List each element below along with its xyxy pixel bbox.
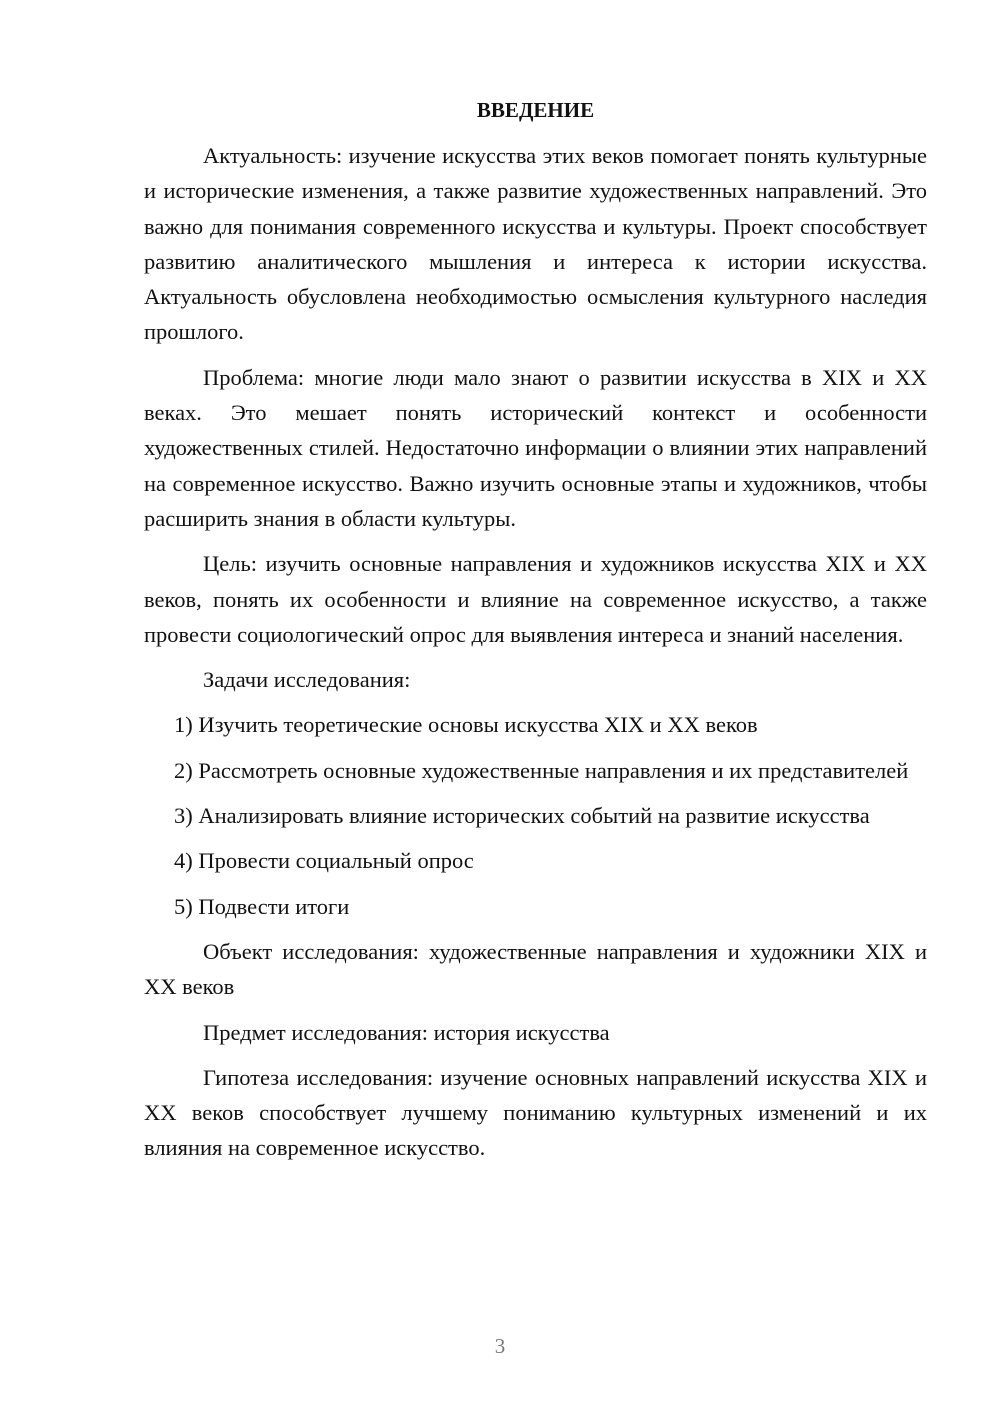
relevance-paragraph: Актуальность: изучение искусства этих веков помогает понять культурные и исторические изменения, а также развитие художественных направлений. Это важно для понимания современного искусства и культуры. Проект способствует развитию аналитического мышления и интереса к истории искусства. Актуальность обусловлена необходимостью осмысления культурного наследия прошлого.: [144, 143, 927, 345]
page-number: 3: [494, 1334, 506, 1358]
task-item: 4) Провести социальный опрос: [174, 848, 474, 874]
task-item: 1) Изучить теоретические основы искусства XIX и XX веков: [174, 712, 758, 738]
problem-paragraph: Проблема: многие люди мало знают о развитии искусства в XIX и XX веках. Это мешает понять исторический контекст и особенности художественных стилей. Недостаточно информации о влиянии этих направлений на современное искусство. Важно изучить основные этапы и художников, чтобы расширить знания в области культуры.: [144, 364, 927, 531]
hypothesis-paragraph: Гипотеза исследования: изучение основных направлений искусства XIX и XX веков способствует лучшему пониманию культурных изменений и их влияния на современное искусство.: [144, 1064, 927, 1161]
subject-paragraph: Предмет исследования: история искусства: [203, 1019, 610, 1045]
goal-paragraph: Цель: изучить основные направления и художников искусства XIX и XX веков, понять их особенности и влияние на современное искусство, а также провести социологический опрос для выявления интереса и знаний населения.: [144, 551, 927, 647]
section-title: ВВЕДЕНИЕ: [476, 98, 595, 122]
tasks-heading: Задачи исследования:: [203, 667, 411, 693]
object-paragraph: Объект исследования: художественные направления и художники XIX и XX веков: [144, 938, 927, 1000]
task-item: 2) Рассмотреть основные художественные направления и их представителей: [174, 757, 909, 783]
page-content: [144, 94, 927, 1176]
task-item: 3) Анализировать влияние исторических событий на развитие искусства: [174, 803, 870, 829]
task-item: 5) Подвести итоги: [174, 893, 350, 919]
